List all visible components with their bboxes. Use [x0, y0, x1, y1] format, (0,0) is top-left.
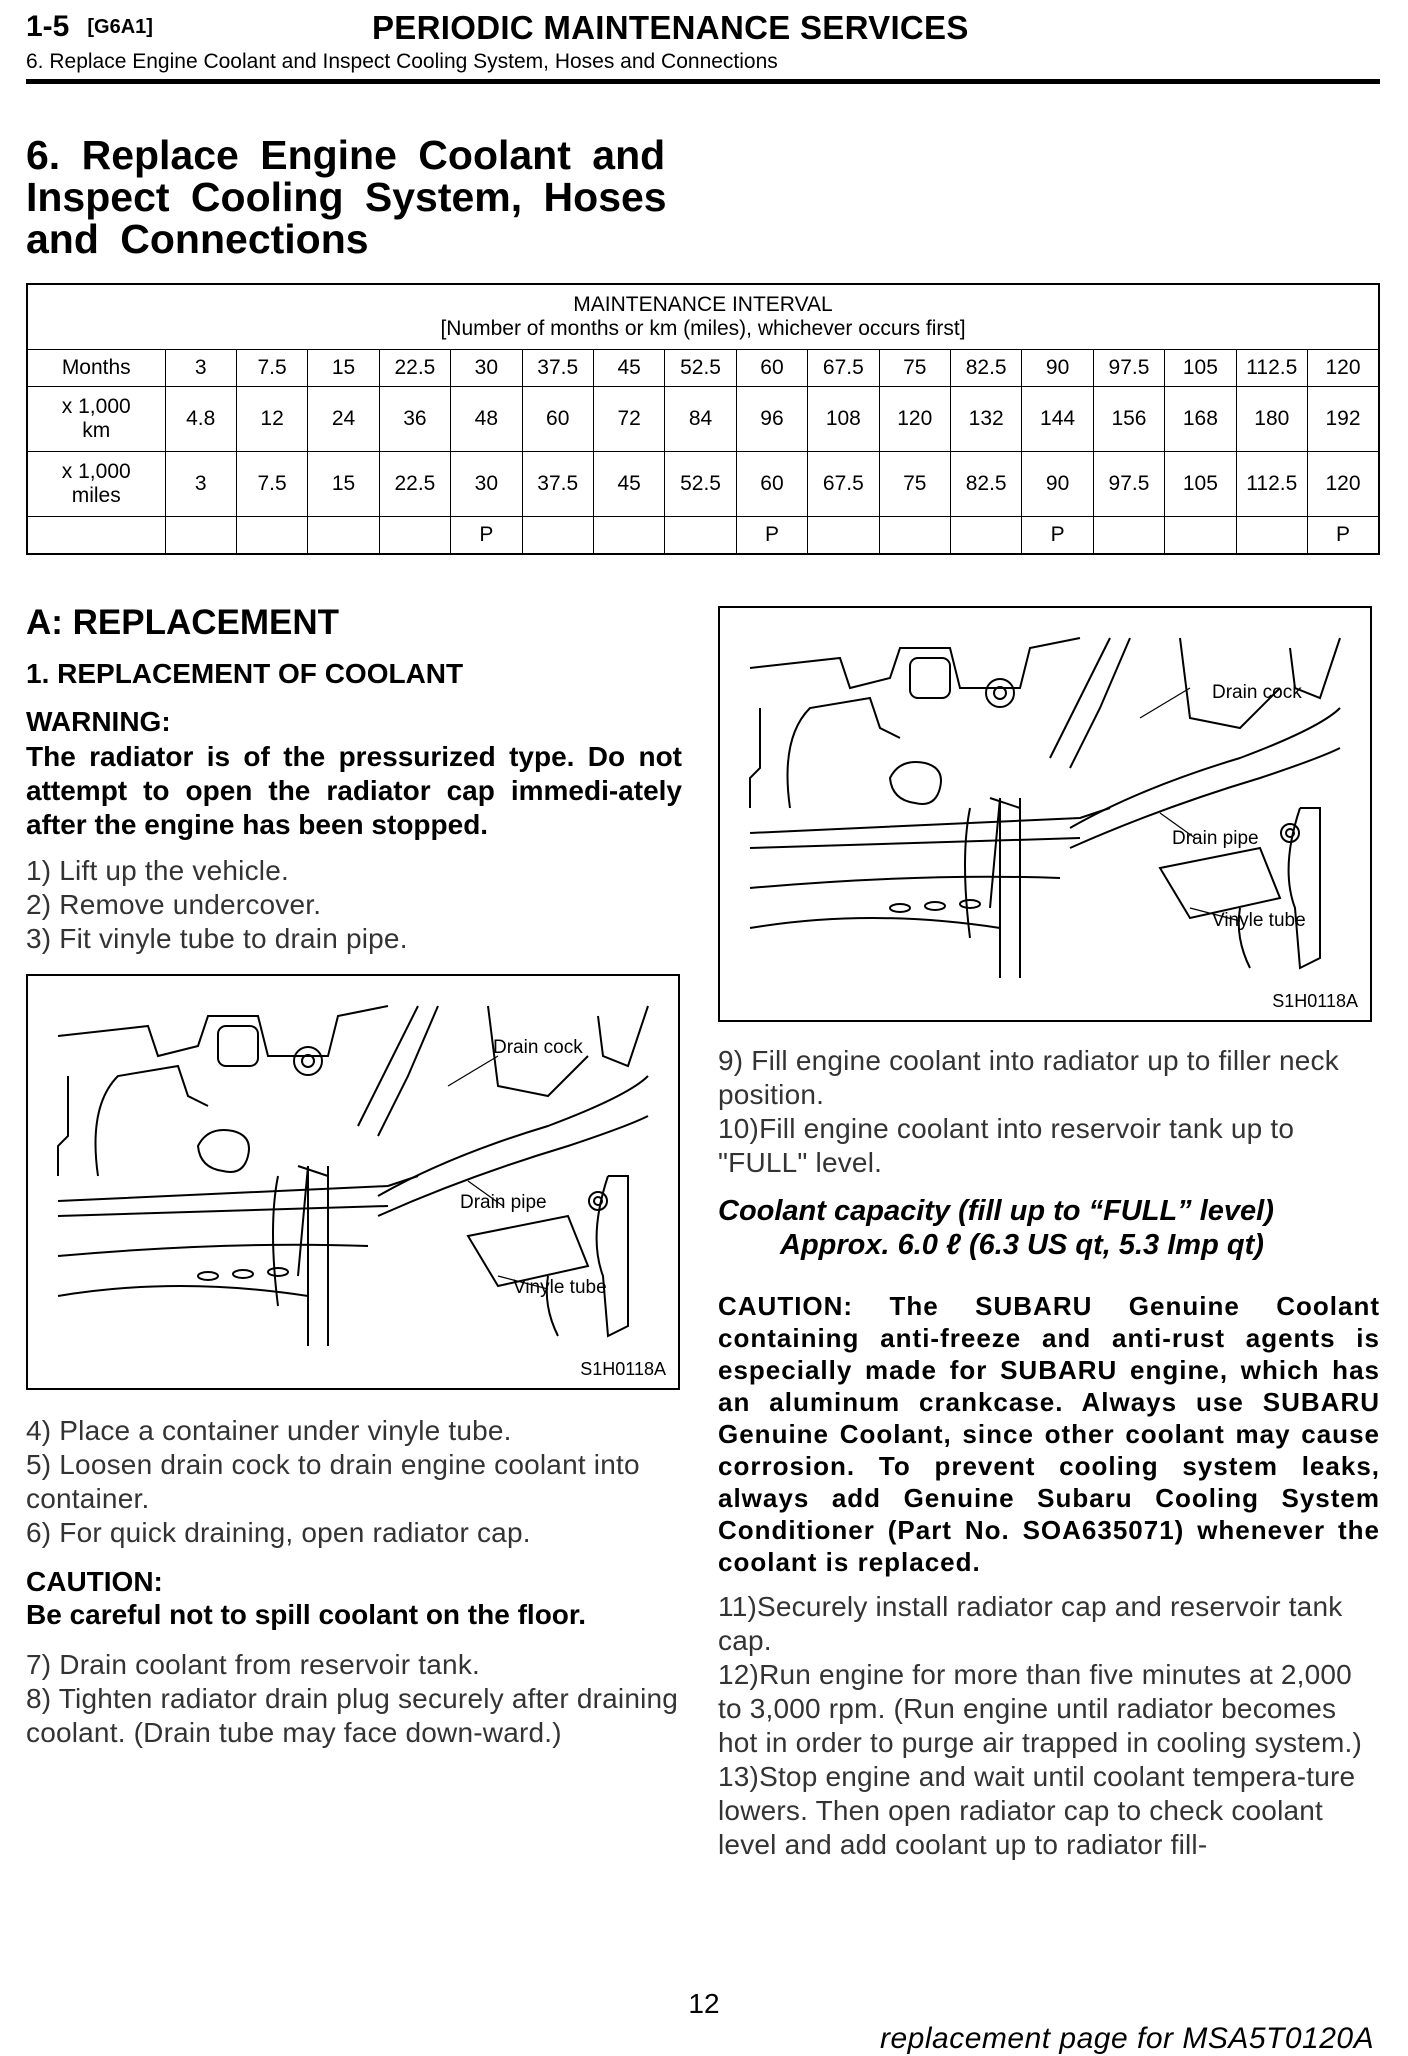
list-item: 7) Drain coolant from reservoir tank.: [26, 1649, 481, 1680]
label-drain-pipe: Drain pipe: [460, 1192, 547, 1213]
label-vinyle-tube: Vinyle tube: [513, 1277, 607, 1298]
list-item: 12)Run engine for more than five minutes at 2,000 to 3,000 rpm. (Run engine until radiator becomes hot in order to purge air trapped in cooling system.): [718, 1659, 1363, 1758]
caution-title: CAUTION:: [26, 1566, 163, 1597]
section-a-title: A: REPLACEMENT: [26, 603, 340, 642]
table-cell: 30: [451, 452, 522, 517]
table-cell: 3: [165, 452, 236, 517]
table-cell: 15: [308, 452, 379, 517]
table-cell: 82.5: [950, 350, 1021, 387]
table-cell: 120: [1308, 350, 1380, 387]
header-rule: [26, 79, 1380, 84]
steps-list-b: [26, 1414, 682, 1550]
table-cell: [308, 517, 379, 555]
row-label: [27, 517, 165, 555]
table-cell: [1093, 517, 1164, 555]
table-cell: 75: [879, 350, 950, 387]
table-cell: 4.8: [165, 387, 236, 452]
subsection-title: 1. REPLACEMENT OF COOLANT: [26, 658, 464, 689]
page-title: PERIODIC MAINTENANCE SERVICES: [372, 9, 969, 46]
table-cell: 90: [1022, 452, 1093, 517]
table-cell: 67.5: [808, 452, 879, 517]
table-cell: [165, 517, 236, 555]
list-item: 1) Lift up the vehicle.: [26, 855, 289, 886]
table-cell: 22.5: [379, 452, 450, 517]
table-cell: P: [736, 517, 807, 555]
table-cell: [236, 517, 307, 555]
page-subtitle: 6. Replace Engine Coolant and Inspect Cooling System, Hoses and Connections: [26, 50, 778, 73]
table-cell: 12: [236, 387, 307, 452]
table-cell: 67.5: [808, 350, 879, 387]
list-item: 13)Stop engine and wait until coolant tempera-ture lowers. Then open radiator cap to check coolant level and add coolant up to radiator fill-: [718, 1761, 1356, 1860]
table-cell: 22.5: [379, 350, 450, 387]
table-cell: [879, 517, 950, 555]
table-cell: P: [1308, 517, 1380, 555]
steps-list-a: [26, 854, 682, 956]
table-cell: 60: [736, 350, 807, 387]
figure-id: S1H0118A: [1272, 991, 1358, 1011]
table-cell: 7.5: [236, 452, 307, 517]
steps-list-e: [718, 1590, 1380, 1862]
table-cell: 52.5: [665, 350, 736, 387]
table-row-km: [27, 387, 1379, 452]
figure-right: [718, 606, 1372, 1022]
table-cell: 144: [1022, 387, 1093, 452]
list-item: 11)Securely install radiator cap and reservoir tank cap.: [718, 1591, 1343, 1656]
table-cell: 90: [1022, 350, 1093, 387]
table-cell: 45: [593, 452, 664, 517]
table-cell: 82.5: [950, 452, 1021, 517]
caution-subaru-coolant: CAUTION: The SUBARU Genuine Coolant containing anti-freeze and anti-rust agents is especially made for SUBARU engine, which has an aluminum crankcase. Always use SUBARU Genuine Coolant, since other coolant may cause corrosion. To prevent cooling system leaks, always add Genuine Subaru Cooling System Conditioner (Part No. SOA635071) whenever the coolant is replaced.: [718, 1291, 1380, 1577]
steps-list-c: [26, 1648, 682, 1750]
table-cell: 168: [1165, 387, 1236, 452]
table-cell: 180: [1236, 387, 1307, 452]
table-row-months: [27, 350, 1379, 387]
list-item: 10)Fill engine coolant into reservoir tank up to "FULL" level.: [718, 1113, 1295, 1178]
footer-note: replacement page for MSA5T0120A: [880, 2022, 1375, 2055]
figure-id: S1H0118A: [580, 1359, 666, 1379]
coolant-capacity-line1: Coolant capacity (fill up to “FULL” level): [718, 1195, 1274, 1227]
list-item: 4) Place a container under vinyle tube.: [26, 1415, 512, 1446]
table-cell: [808, 517, 879, 555]
row-label: x 1,000 km: [27, 387, 165, 452]
main-heading: 6. Replace Engine Coolant and Inspect Cooling System, Hoses and Connections: [26, 132, 667, 262]
table-cell: 15: [308, 350, 379, 387]
table-cell: 132: [950, 387, 1021, 452]
table-cell: [379, 517, 450, 555]
table-cell: 120: [879, 387, 950, 452]
table-cell: 60: [522, 387, 593, 452]
table-cell: 48: [451, 387, 522, 452]
table-cell: 105: [1165, 452, 1236, 517]
table-cell: 3: [165, 350, 236, 387]
table-header: MAINTENANCE INTERVAL [Number of months or km (miles), whichever occurs first]: [27, 284, 1379, 350]
table-cell: 24: [308, 387, 379, 452]
table-cell: 156: [1093, 387, 1164, 452]
table-cell: 60: [736, 452, 807, 517]
caution-body: Be careful not to spill coolant on the floor.: [26, 1599, 587, 1630]
table-cell: 97.5: [1093, 452, 1164, 517]
table-cell: 84: [665, 387, 736, 452]
table-cell: 105: [1165, 350, 1236, 387]
table-cell: [1165, 517, 1236, 555]
table-row-miles: [27, 452, 1379, 517]
section-code: [G6A1]: [87, 16, 153, 38]
label-drain-cock: Drain cock: [1212, 682, 1302, 703]
warning-body: The radiator is of the pressurized type. Do not attempt to open the radiator cap immedi-ately after the engine has been stopped.: [26, 741, 682, 840]
table-cell: 45: [593, 350, 664, 387]
table-cell: 97.5: [1093, 350, 1164, 387]
list-item: 5) Loosen drain cock to drain engine coolant into container.: [26, 1449, 640, 1514]
steps-list-d: [718, 1044, 1380, 1180]
figure-left: [26, 974, 680, 1390]
label-vinyle-tube: Vinyle tube: [1212, 910, 1306, 931]
coolant-capacity-line2: Approx. 6.0 ℓ (6.3 US qt, 5.3 Imp qt): [780, 1229, 1264, 1261]
list-item: 3) Fit vinyle tube to drain pipe.: [26, 923, 408, 954]
coolant-capacity: [718, 1194, 1380, 1262]
list-item: 8) Tighten radiator drain plug securely after draining coolant. (Drain tube may face down-ward.): [26, 1683, 679, 1748]
row-label: Months: [27, 350, 165, 387]
table-cell: 108: [808, 387, 879, 452]
table-cell: [950, 517, 1021, 555]
table-cell: 75: [879, 452, 950, 517]
table-cell: [522, 517, 593, 555]
table-cell: [593, 517, 664, 555]
table-cell: [665, 517, 736, 555]
table-cell: P: [1022, 517, 1093, 555]
engine-diagram: [28, 976, 678, 1346]
table-cell: 7.5: [236, 350, 307, 387]
table-cell: P: [451, 517, 522, 555]
table-cell: [1236, 517, 1307, 555]
table-cell: 112.5: [1236, 452, 1307, 517]
table-cell: 192: [1308, 387, 1380, 452]
page-number: 12: [688, 1988, 720, 2019]
table-cell: 96: [736, 387, 807, 452]
section-number: 1-5 [G6A1]: [26, 10, 153, 43]
table-cell: 30: [451, 350, 522, 387]
warning-title: WARNING:: [26, 706, 171, 737]
list-item: 2) Remove undercover.: [26, 889, 322, 920]
table-row-service: [27, 517, 1379, 555]
table-cell: 36: [379, 387, 450, 452]
label-drain-cock: Drain cock: [493, 1037, 583, 1058]
list-item: 9) Fill engine coolant into radiator up to filler neck position.: [718, 1045, 1339, 1110]
engine-diagram: [720, 608, 1370, 978]
maintenance-interval-table: [26, 283, 1380, 555]
table-cell: 112.5: [1236, 350, 1307, 387]
label-drain-pipe: Drain pipe: [1172, 828, 1259, 849]
table-cell: 37.5: [522, 350, 593, 387]
table-cell: 120: [1308, 452, 1380, 517]
table-cell: 52.5: [665, 452, 736, 517]
table-cell: 37.5: [522, 452, 593, 517]
list-item: 6) For quick draining, open radiator cap.: [26, 1517, 531, 1548]
row-label: x 1,000 miles: [27, 452, 165, 517]
table-cell: 72: [593, 387, 664, 452]
